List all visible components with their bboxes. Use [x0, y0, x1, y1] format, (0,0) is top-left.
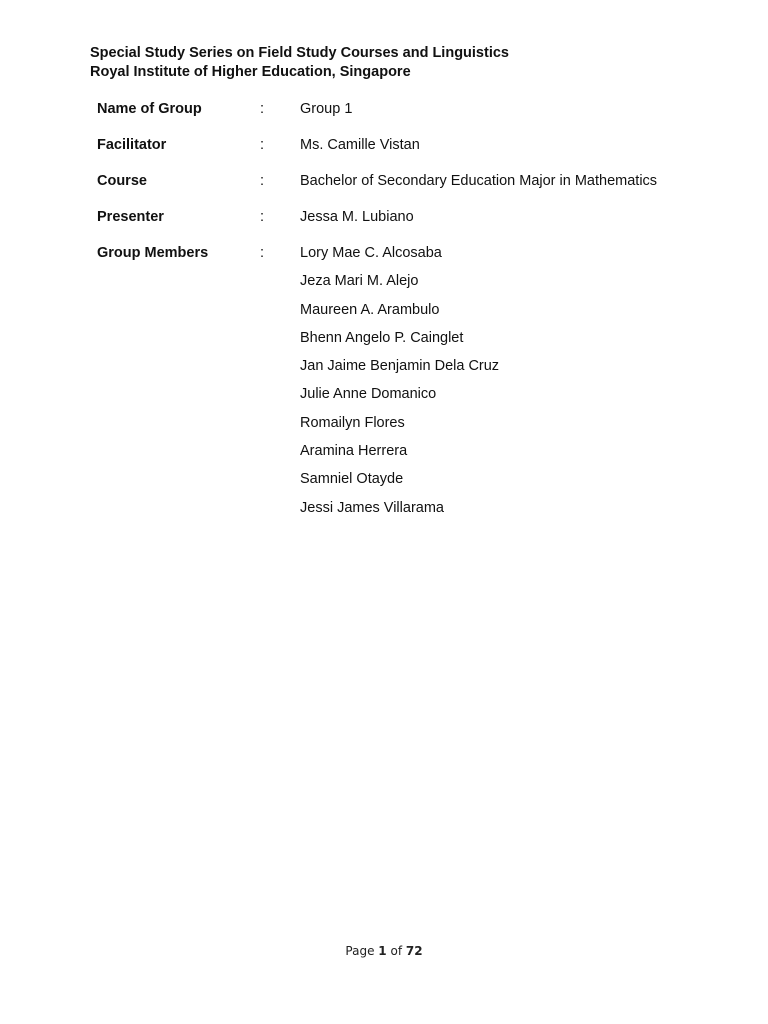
field-row-name-of-group — [97, 99, 737, 135]
page-word: Page — [345, 944, 375, 958]
of-word: of — [390, 944, 403, 958]
field-label: Course — [97, 173, 147, 189]
member-name: Lory Mae C. Alcosaba — [300, 245, 442, 261]
field-label: Presenter — [97, 209, 164, 225]
field-colon: : — [260, 173, 265, 189]
field-value: Bachelor of Secondary Education Major in Mathematics — [300, 173, 658, 189]
member-name: Jeza Mari M. Alejo — [300, 273, 419, 290]
document-header — [90, 44, 509, 82]
field-label: Group Members — [97, 245, 209, 261]
page-number: 1 — [378, 944, 387, 958]
members-list — [300, 243, 499, 526]
field-label: Name of Group — [97, 101, 202, 117]
field-label: Facilitator — [97, 137, 167, 153]
field-value: Group 1 — [300, 101, 353, 117]
member-name: Maureen A. Arambulo — [300, 301, 440, 318]
series-title: Special Study Series on Field Study Courses and Linguistics — [90, 45, 509, 61]
group-info-table — [97, 99, 737, 516]
field-row-presenter — [97, 207, 737, 243]
member-name: Samniel Otayde — [300, 471, 404, 488]
page-footer — [0, 944, 768, 958]
member-name: Romailyn Flores — [300, 414, 405, 431]
field-row-course — [97, 171, 737, 207]
member-name: Bhenn Angelo P. Cainglet — [300, 329, 464, 346]
member-name: Julie Anne Domanico — [300, 386, 437, 403]
field-value: Jessa M. Lubiano — [300, 209, 414, 225]
total-pages: 72 — [405, 944, 423, 958]
member-name: Jan Jaime Benjamin Dela Cruz — [300, 358, 500, 375]
institution-name: Royal Institute of Higher Education, Singapore — [90, 64, 411, 80]
field-colon: : — [260, 209, 265, 225]
member-name: Aramina Herrera — [300, 443, 408, 460]
field-row-facilitator — [97, 135, 737, 171]
field-colon: : — [260, 245, 265, 261]
field-value: Ms. Camille Vistan — [300, 137, 420, 153]
field-colon: : — [260, 101, 265, 117]
member-name: Jessi James Villarama — [300, 499, 444, 516]
field-colon: : — [260, 137, 265, 153]
